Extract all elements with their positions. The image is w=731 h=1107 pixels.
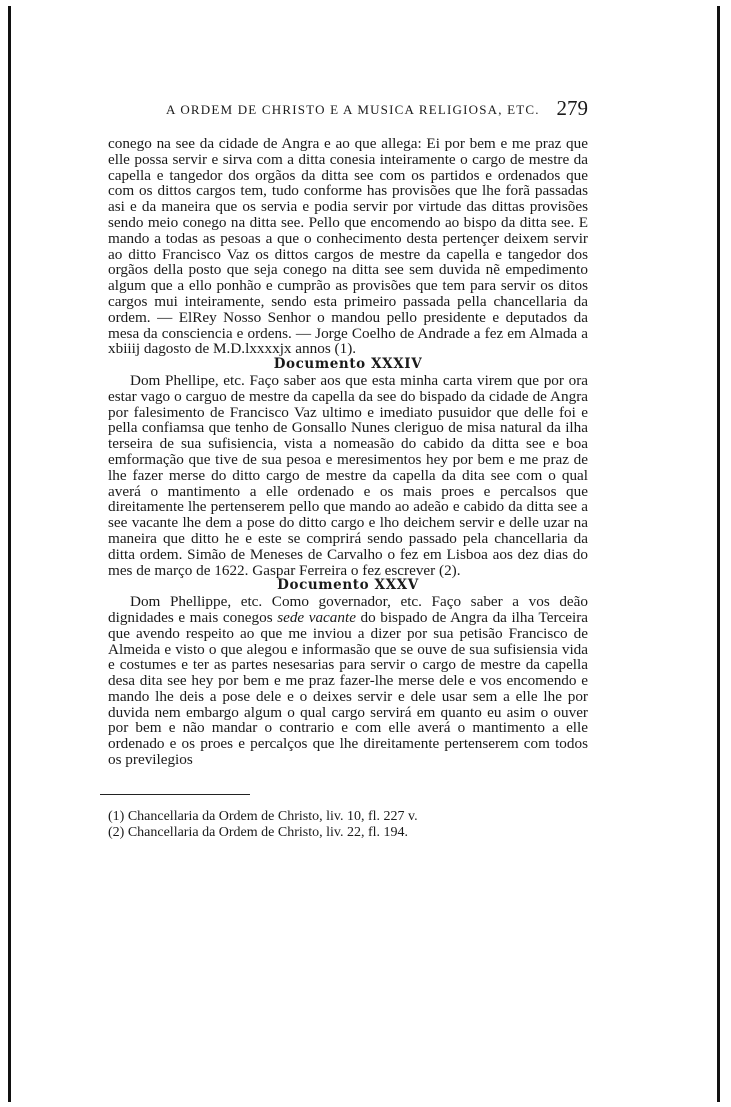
footnote-rule xyxy=(100,794,250,795)
running-head xyxy=(108,96,588,126)
doc35-heading: Documento XXXV xyxy=(277,577,419,594)
footnotes xyxy=(108,809,588,841)
doc35-text-end: do bispado de Angra da ilha Terceira que avendo respeito ao que me inviou a dizer por sua petisão Francisco de Almeida e visto o que alegou e informasão que se ouve de sua sufisiensia vida e costumes e ter as partes nesesarias para servir o cargo de mestre da capella desa dita see hey por bem e me praz fazer-lhe merse dele e vos encomendo e mando lhe deis a pose dele e o deixes servir e dele usar sem a elle lhe por duvida nem embargo algum o qual cargo servirá em quanto eu asim o ouver por bem e não mandar o contrario e com elle averá o mantimento a elle ordenado e os proes e percalços que lhe direitamente pertenserem com todos os previlegios xyxy=(108,608,589,769)
doc35-paragraph xyxy=(108,594,588,768)
footnote-2: (2) Chancellaria da Ordem de Christo, liv. 22, fl. 194. xyxy=(108,824,409,840)
footnote-1: (1) Chancellaria da Ordem de Christo, liv. 10, fl. 227 v. xyxy=(108,808,418,824)
continuation-paragraph: conego na see da cidade de Angra e ao que allega: Ei por bem e me praz que elle possa servir e sirva com a ditta conesia inteiramente o cargo de mestre da capella e tangedor dos orgãos da ditta see com os partidos e ordenados que com os dittos cargos tem, tudo conforme has provisões que lhe forã passadas asi e da maneira que os servia e podia servir por virtude das dittas provisões sendo meio conego na ditta see. Pello que encomendo ao bispo da ditta see. E mando a todas as pesoas a que o conhecimento desta pertençer deixem servir ao ditto Francisco Vaz os dittos cargos de mestre da capella e tangedor dos orgãos della posto que seja conego na ditta see sem duvida nẽ empedimento algum que a ello ponhão e cumprão as provisões que tem para servir os ditos cargos mui inteiramente, sendo esta primeiro passada pella chancellaria da ordem. — ElRey Nosso Senhor o mandou pello presidente e deputados da mesa da consciencia e ordens. — Jorge Coelho de Andrade a fez em Almada a xbiiij dagosto de M.D.lxxxxjx annos (1). xyxy=(108,135,588,358)
doc35-text-start: Dom Phellippe, etc. Como governador, etc. Faço saber a vos deão dignidades e mais conegos xyxy=(108,593,588,626)
main-text xyxy=(108,136,588,768)
doc34-heading: Documento XXXIV xyxy=(273,356,423,373)
running-head-title: A ORDEM DE CHRISTO E A MUSICA RELIGIOSA, ETC. xyxy=(166,102,540,117)
page-number: 279 xyxy=(556,96,588,120)
doc35-italic-phrase: sede vacante xyxy=(277,608,356,626)
book-page xyxy=(108,96,588,841)
doc34-paragraph: Dom Phellipe, etc. Faço saber aos que esta minha carta virem que por ora estar vago o carguo de mestre da capella da see do bispado da cidade de Angra por falesimento de Francisco Vaz ultimo e imediato pusuidor que delle foi e pella confiamsa que tenho de Gonsallo Nunes cleriguo de misa natural da ilha terseira de sua sufisiencia, vista a nomeasão do cabido da ditta see e boa emformação que tive de sua pesoa e meresimentos hey por bem e me praz de lhe fazer merse do ditto cargo de mestre da capella da dita see com o qual averá o mantimento a elle ordenado e os mais proes e percalsos que direitamente lhe pertenserem pello que mando ao adeão e cabido da ditta see a see vacante lhe dem a pose do ditto cargo e lho deichem servir e delle uzar na maneira que ditto he e este se comprirá sendo passado pela chancellaria da ditta ordem. Simão de Meneses de Carvalho o fez em Lisboa aos dez dias do mes de março de 1622. Gaspar Ferreira o fez escrever (2). xyxy=(108,371,588,579)
